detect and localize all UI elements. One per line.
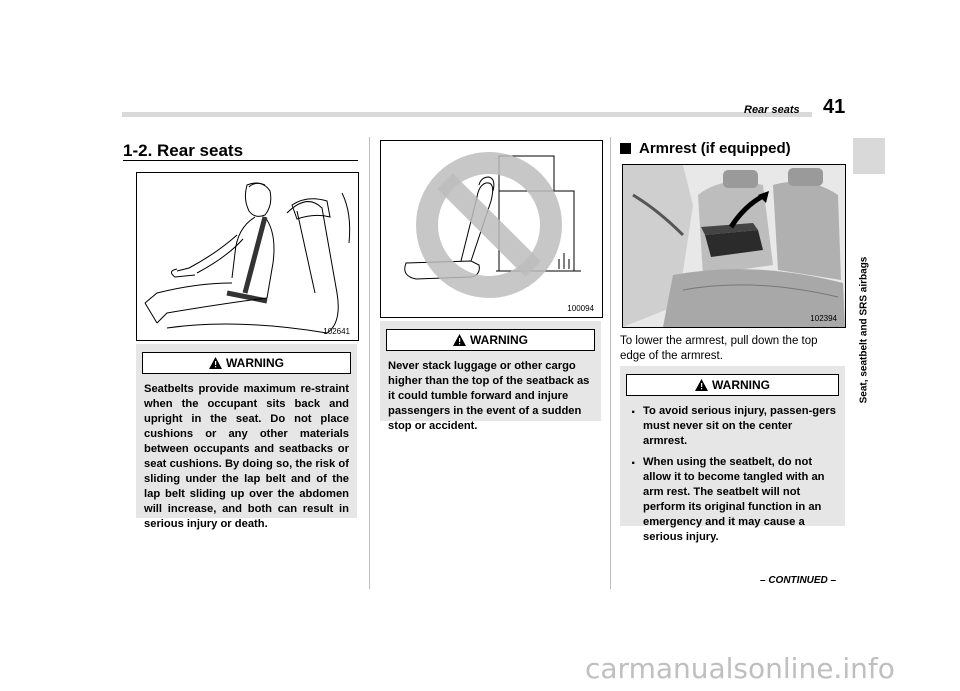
section-title: 1-2. Rear seats bbox=[123, 141, 244, 160]
figure-code: 100094 bbox=[567, 304, 594, 313]
chapter-tab-label: Seat, seatbelt and SRS airbags bbox=[858, 256, 870, 404]
header-rule bbox=[122, 112, 812, 117]
figure-code: 102641 bbox=[323, 327, 350, 336]
column-divider-1 bbox=[369, 137, 370, 589]
warning-triangle-icon bbox=[695, 379, 708, 391]
warning-text: Never stack luggage or other cargo higher than the top of the seatback as it could tumble forward and injure passengers in the event of a sudden stop or accident. bbox=[388, 360, 590, 432]
armrest-instruction-text: To lower the armrest, pull down the top edge of the armrest. bbox=[620, 335, 818, 362]
stacked-luggage-illustration bbox=[381, 141, 602, 317]
warning-header bbox=[626, 374, 839, 396]
warning-box-seatbelt bbox=[136, 344, 357, 530]
warning-header bbox=[142, 352, 351, 374]
warning-heading: WARNING bbox=[470, 333, 528, 347]
section-title-rule bbox=[123, 160, 358, 161]
warning-heading: WARNING bbox=[226, 356, 284, 370]
warning-header bbox=[386, 329, 595, 351]
page-number: 41 bbox=[823, 96, 846, 118]
warning-text: Seatbelts provide maximum re-straint when the occupant sits back and upright in the seat. Do not place cushions or any other materials between occupants and seatbacks or seat cushions. By doing so, the risk of sliding under the lap belt and of the lap belt sliding up over the abdomen will increase, and both can result in serious injury or death. bbox=[144, 383, 349, 530]
armrest-photo-illustration bbox=[623, 165, 845, 327]
seated-occupant-illustration bbox=[137, 173, 358, 340]
figure-seated-occupant bbox=[136, 172, 359, 341]
warning-triangle-icon bbox=[209, 357, 222, 369]
warning-list bbox=[620, 396, 845, 561]
figure-stacked-luggage bbox=[380, 140, 603, 318]
subsection-title-text: Armrest (if equipped) bbox=[639, 140, 791, 157]
continued-label: – CONTINUED – bbox=[760, 575, 837, 586]
warning-list-item: . To avoid serious injury, passen-gers must never sit on the center armrest. bbox=[628, 404, 837, 449]
warning-box-luggage bbox=[380, 321, 601, 432]
warning-heading: WARNING bbox=[712, 378, 770, 392]
subsection-title bbox=[620, 140, 791, 157]
figure-armrest bbox=[622, 164, 846, 328]
square-bullet-icon bbox=[620, 143, 631, 154]
warning-triangle-icon bbox=[453, 334, 466, 346]
figure-code: 102394 bbox=[810, 314, 837, 323]
header-section-title: Rear seats bbox=[744, 104, 800, 116]
chapter-tab bbox=[853, 138, 885, 174]
warning-list-item: . When using the seatbelt, do not allow it to become tangled with an arm rest. The seatbelt will not perform its original function in an emergency and it may cause a serious injury. bbox=[628, 455, 837, 545]
watermark-text: carmanualsonline.info bbox=[585, 652, 895, 685]
warning-box-armrest bbox=[620, 366, 845, 543]
column-divider-2 bbox=[610, 137, 611, 589]
